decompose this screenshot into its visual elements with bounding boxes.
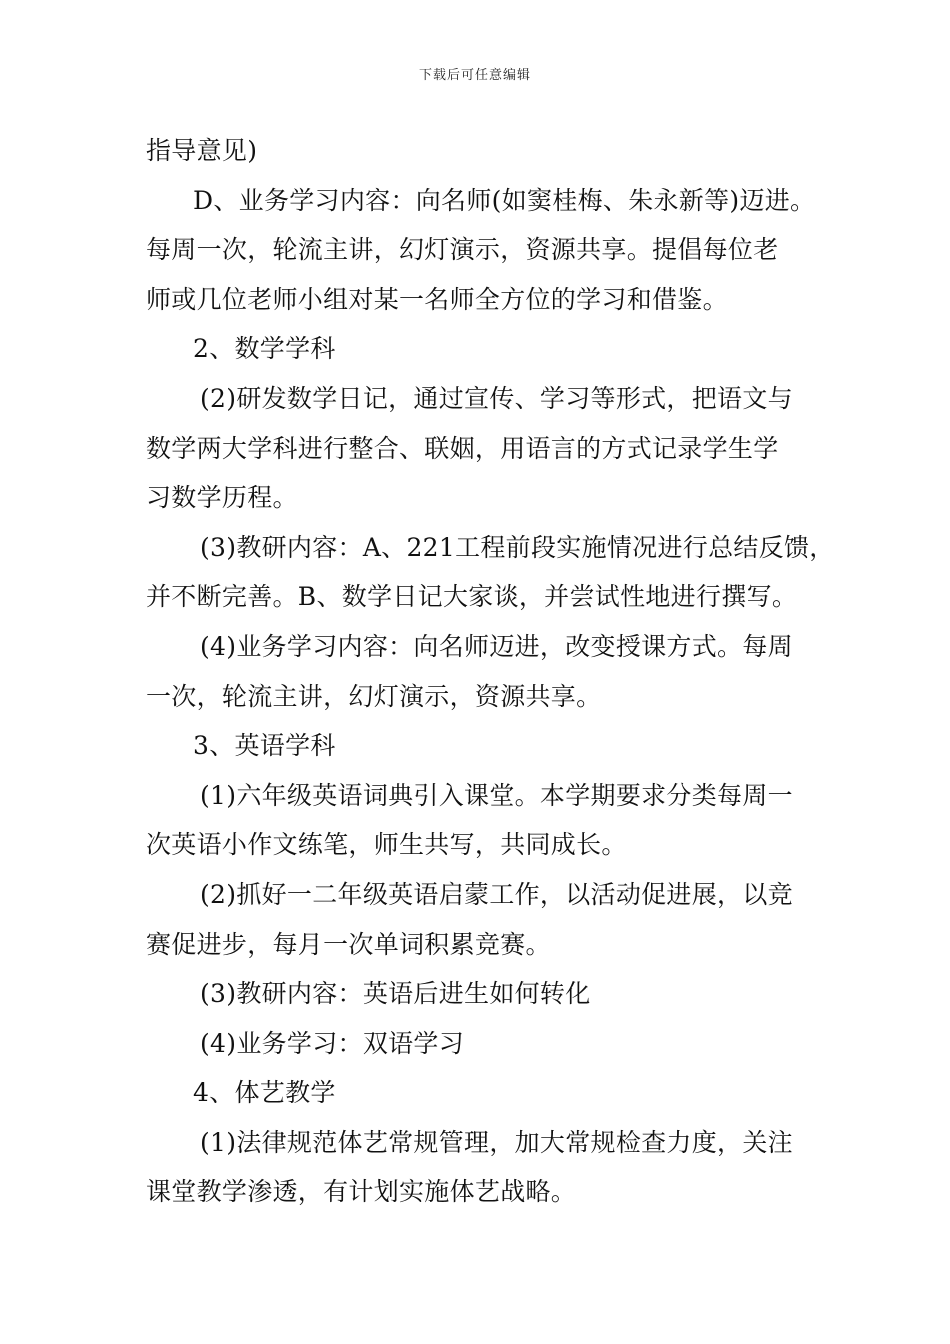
page-header-note: 下载后可任意编辑 — [418, 68, 531, 83]
text-line: (1)六年级英语词典引入课堂。本学期要求分类每周一 — [200, 780, 793, 810]
text-line: 课堂教学渗透，有计划实施体艺战略。 — [146, 1177, 577, 1207]
text-line: 每周一次，轮流主讲，幻灯演示，资源共享。提倡每位老 — [146, 235, 779, 265]
text-line: 次英语小作文练笔，师生共写，共同成长。 — [146, 830, 627, 860]
section-heading-pe-arts: 4、体艺教学 — [193, 1078, 336, 1108]
text-line: 数学两大学科进行整合、联姻，用语言的方式记录学生学 — [146, 433, 779, 463]
text-line: (3)教研内容：A、221工程前段实施情况进行总结反馈， — [200, 532, 835, 562]
section-heading-math: 2、数学学科 — [193, 334, 336, 364]
text-line: 一次，轮流主讲，幻灯演示，资源共享。 — [146, 681, 602, 711]
section-heading-english: 3、英语学科 — [193, 731, 336, 761]
text-line: (4)业务学习：双语学习 — [200, 1028, 465, 1058]
text-line: 师或几位老师小组对某一名师全方位的学习和借鉴。 — [146, 284, 728, 314]
text-line: 并不断完善。B、数学日记大家谈，并尝试性地进行撰写。 — [146, 582, 798, 612]
text-line: 赛促进步，每月一次单词积累竞赛。 — [146, 929, 551, 959]
text-line: (4)业务学习内容：向名师迈进，改变授课方式。每周 — [200, 631, 793, 661]
text-line: D、业务学习内容：向名师(如窦桂梅、朱永新等)迈进。 — [193, 185, 816, 215]
text-line: 习数学历程。 — [146, 483, 298, 513]
document-body — [146, 126, 835, 1217]
text-line: (2)研发数学日记，通过宣传、学习等形式，把语文与 — [200, 383, 793, 413]
text-line: (2)抓好一二年级英语启蒙工作，以活动促进展，以竞 — [200, 879, 793, 909]
text-line: 指导意见) — [146, 136, 258, 165]
text-line: (1)法律规范体艺常规管理，加大常规检查力度，关注 — [200, 1127, 793, 1157]
text-line: (3)教研内容：英语后进生如何转化 — [200, 979, 591, 1009]
